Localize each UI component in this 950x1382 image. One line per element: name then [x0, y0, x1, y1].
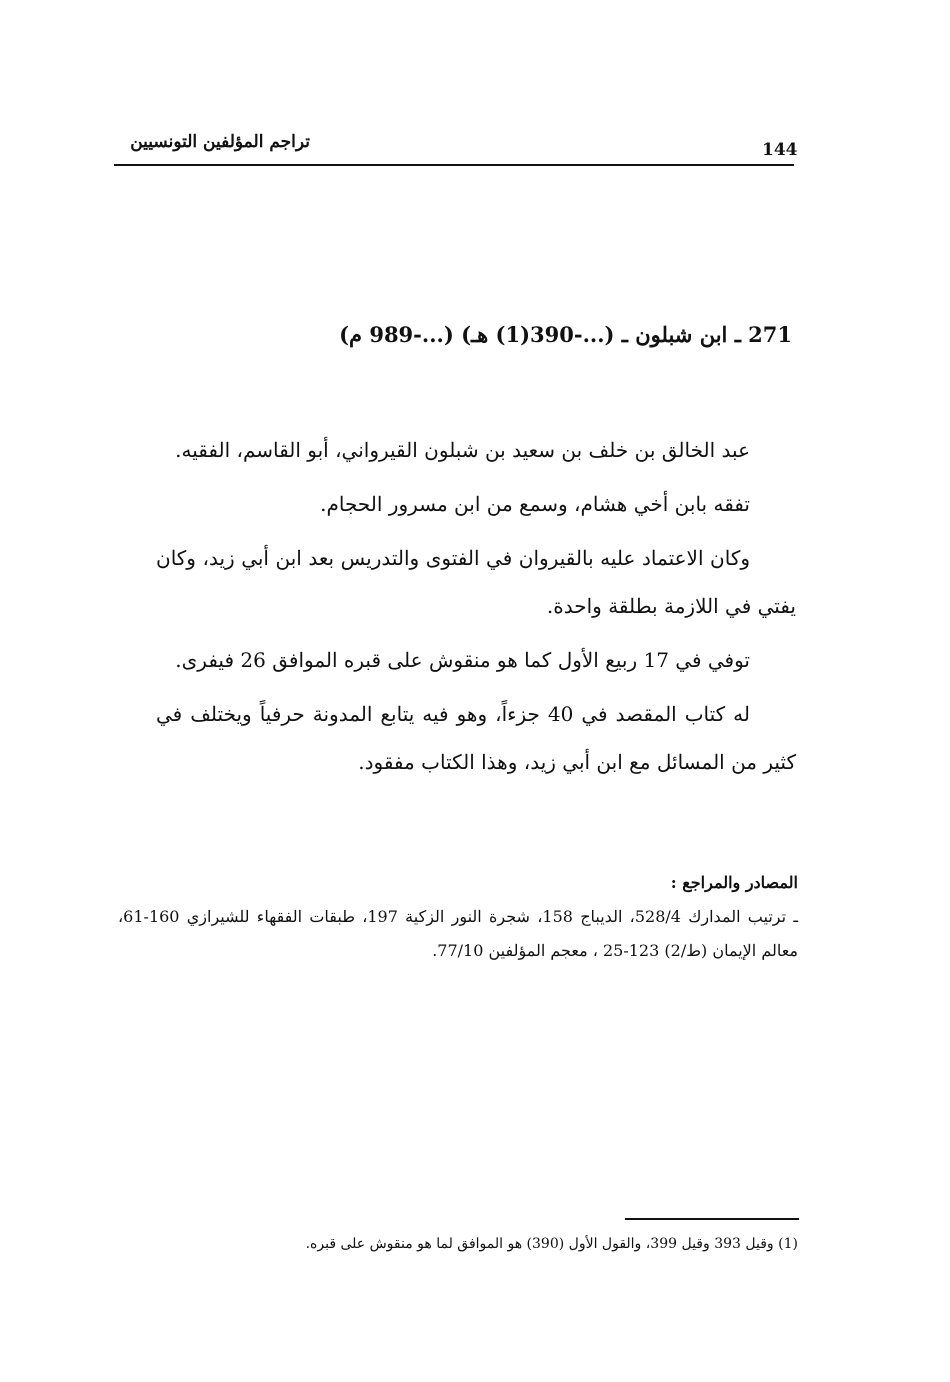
entry-body — [156, 426, 796, 792]
book-title: تراجم المؤلفين التونسيين — [130, 132, 310, 152]
footnote-divider — [625, 1218, 799, 1220]
sources-list: ـ ترتيب المدارك 528/4، الديباج 158، شجرة النور الزكية 197، طبقات الفقهاء للشيرازي 160-61، معالم الإيمان (ط/2) 123-25 ، معجم المؤلفين 77/10. — [118, 907, 799, 960]
paragraph-works: له كتاب المقصد في 40 جزءاً، وهو فيه يتابع المدونة حرفياً ويختلف في كثير من المسائل مع ابن أبي زيد، وهذا الكتاب مفقود. — [156, 702, 796, 774]
running-header — [114, 128, 798, 166]
sources-section — [118, 866, 798, 968]
footnote: (1) وقيل 393 وقيل 399، والقول الأول (390) هو الموافق لما هو منقوش على قبره. — [305, 1236, 798, 1252]
paragraph-teachers: تفقه بابن أخي هشام، وسمع من ابن مسرور الحجام. — [320, 492, 750, 516]
entry-heading: 271 ـ ابن شبلون ـ (...-390(1) هـ) (...-989 م) — [339, 322, 792, 347]
page-number: 144 — [762, 140, 798, 160]
sources-heading: المصادر والمراجع : — [670, 873, 798, 892]
paragraph-fatwa: وكان الاعتماد عليه بالقيروان في الفتوى والتدريس بعد ابن أبي زيد، وكان يفتي في اللازمة بطلقة واحدة. — [156, 546, 796, 618]
paragraph-name: عبد الخالق بن خلف بن سعيد بن شبلون القيرواني، أبو القاسم، الفقيه. — [175, 438, 750, 462]
paragraph-death: توفي في 17 ربيع الأول كما هو منقوش على قبره الموافق 26 فيفرى. — [175, 648, 750, 672]
